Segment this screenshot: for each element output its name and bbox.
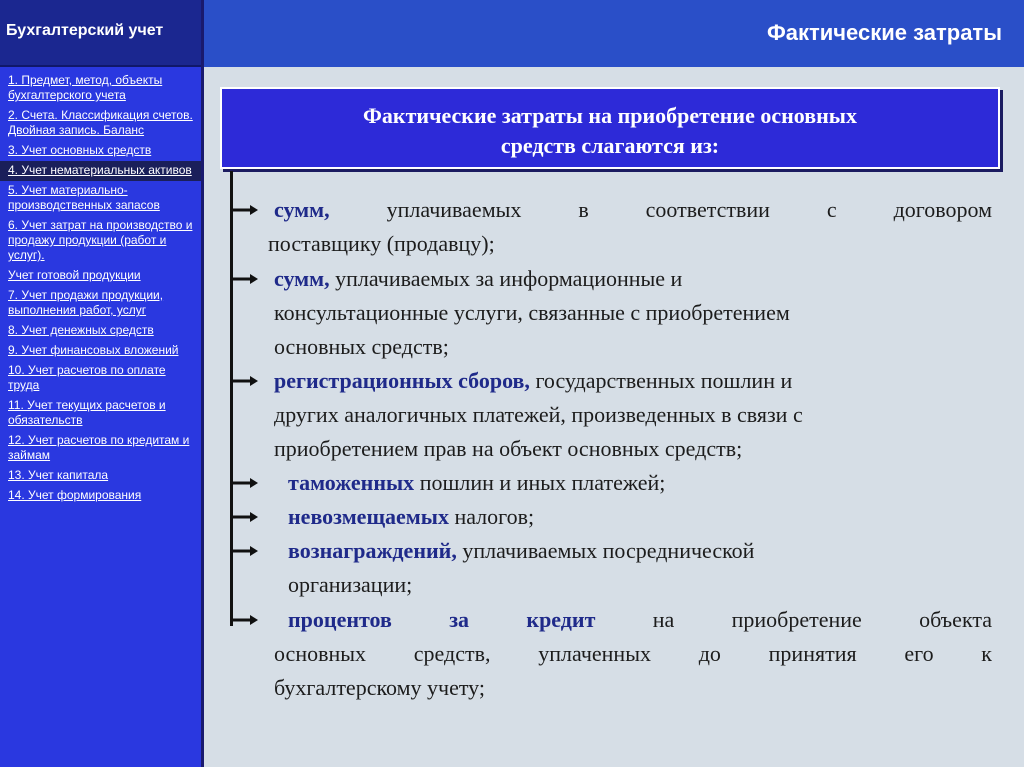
sidebar-item-14[interactable]: 14. Учет формирования xyxy=(8,488,142,502)
sidebar-item-9[interactable]: 9. Учет финансовых вложений xyxy=(8,343,179,357)
heading-box xyxy=(220,87,1000,169)
sidebar-item-10[interactable]: 10. Учет расчетов по оплате труда xyxy=(8,363,166,392)
heading-line-2: средств слагаются из: xyxy=(500,133,720,158)
sidebar-item-13[interactable]: 13. Учет капитала xyxy=(8,468,109,482)
sidebar-item-11[interactable]: 11. Учет текущих расчетов и обязательств xyxy=(8,398,166,427)
cost-item-4: таможенных пошлин и иных платежей; xyxy=(288,470,666,495)
sidebar-item-6[interactable]: 6. Учет затрат на производство и продажу продукции (работ и услуг). xyxy=(8,218,193,262)
sidebar-item-finished-goods[interactable]: Учет готовой продукции xyxy=(8,268,141,282)
slide-content xyxy=(204,67,1024,767)
cost-item-7: процентов за кредит на приобретение объекта основных средств, уплаченных до принятия его к бухгалтерскому учету; xyxy=(274,607,992,700)
sidebar-item-8[interactable]: 8. Учет денежных средств xyxy=(8,323,154,337)
sidebar xyxy=(0,0,204,767)
cost-item-3: регистрационных сборов, государственных пошлин и других аналогичных платежей, произведенных в связи с приобретением прав на объект основных средств; xyxy=(274,368,803,461)
sidebar-item-12[interactable]: 12. Учет расчетов по кредитам и займам xyxy=(8,433,190,462)
cost-item-6: вознаграждений, уплачиваемых посреднической организации; xyxy=(288,538,755,597)
sidebar-item-3[interactable]: 3. Учет основных средств xyxy=(8,143,152,157)
arrow-icon xyxy=(230,203,258,217)
arrow-icon xyxy=(230,510,258,524)
sidebar-item-1[interactable]: 1. Предмет, метод, объекты бухгалтерского учета xyxy=(8,73,163,102)
sidebar-item-7[interactable]: 7. Учет продажи продукции, выполнения работ, услуг xyxy=(8,288,164,317)
arrow-icon xyxy=(230,544,258,558)
arrow-icon xyxy=(230,374,258,388)
sidebar-nav xyxy=(0,67,201,506)
heading-line-1: Фактические затраты на приобретение основных xyxy=(363,103,857,128)
arrow-icon xyxy=(230,613,258,627)
page-title: Фактические затраты xyxy=(766,20,1002,45)
header-bar xyxy=(204,0,1024,67)
arrow-icon xyxy=(230,272,258,286)
cost-item-1: сумм, уплачиваемых в соответствии с договором поставщику (продавцу); xyxy=(268,197,992,256)
sidebar-item-4[interactable]: 4. Учет нематериальных активов xyxy=(0,161,201,181)
sidebar-item-2[interactable]: 2. Счета. Классификация счетов. Двойная запись. Баланс xyxy=(8,108,193,137)
sidebar-item-5[interactable]: 5. Учет материально-производственных запасов xyxy=(8,183,160,212)
cost-item-5: невозмещаемых налогов; xyxy=(288,504,535,529)
arrow-icon xyxy=(230,476,258,490)
cost-item-2: сумм, уплачиваемых за информационные и консультационные услуги, связанные с приобретением основных средств; xyxy=(274,266,790,359)
sidebar-title: Бухгалтерский учет xyxy=(0,0,201,67)
